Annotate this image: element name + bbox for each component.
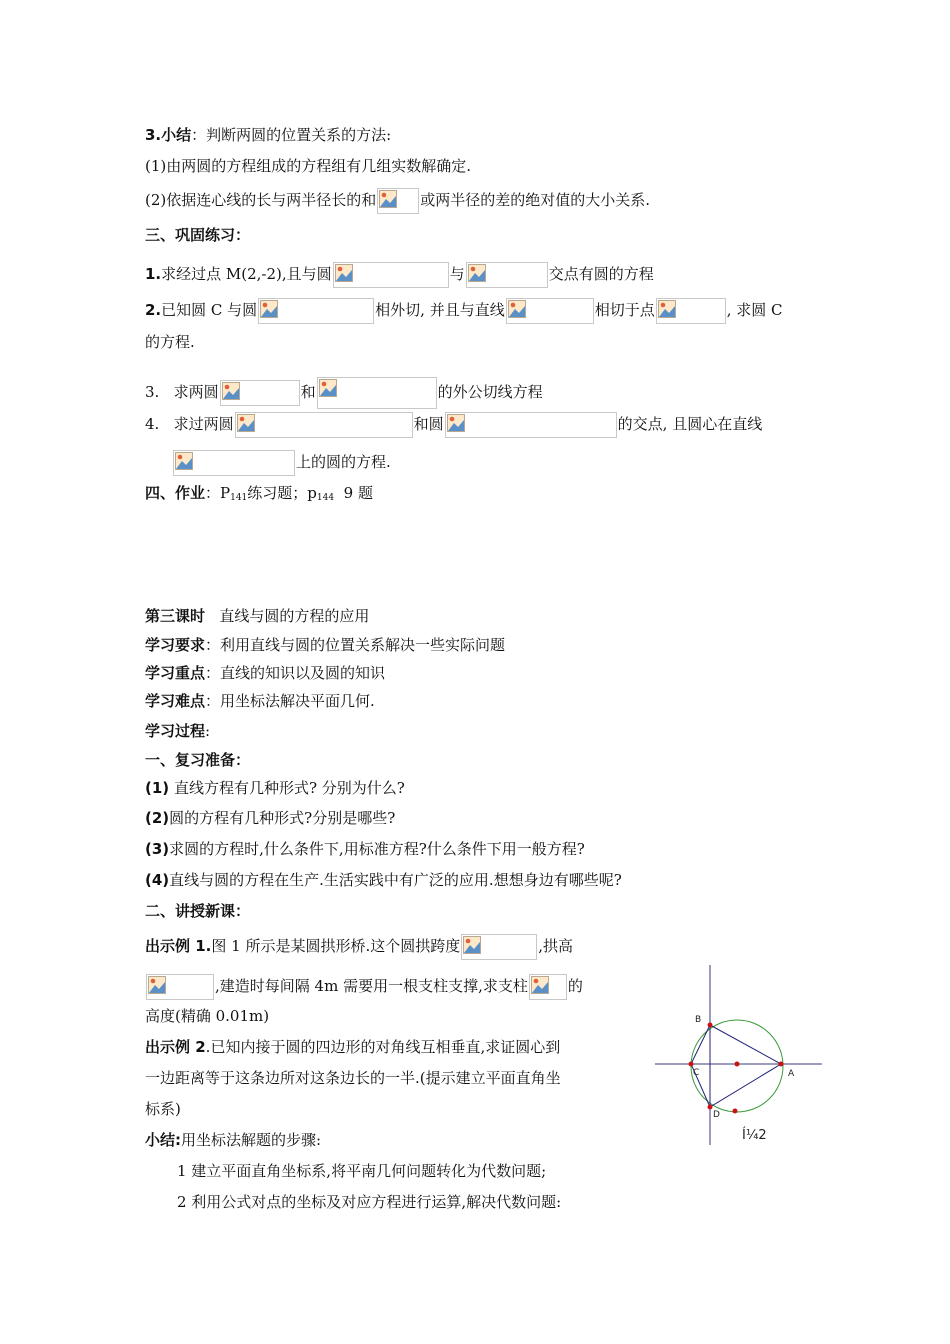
practice-heading: 三、巩固练习： bbox=[145, 226, 251, 244]
image-placeholder-icon bbox=[148, 976, 166, 994]
summary-line-3: (2)依据连心线的长与两半径长的和 或两半径的差的绝对值的大小关系. bbox=[145, 188, 650, 214]
formula-image bbox=[146, 974, 214, 1000]
example-1-line-3: 高度(精确 0.01m) bbox=[145, 1007, 270, 1025]
image-placeholder-icon bbox=[335, 264, 353, 282]
label-C: C bbox=[693, 1068, 700, 1078]
point-center bbox=[735, 1062, 740, 1067]
summary-steps: 小结:用坐标法解题的步骤: bbox=[145, 1131, 322, 1149]
practice-q2: 2.已知圆 C 与圆 相外切, 并且与直线 相切于点 , 求圆 C bbox=[145, 298, 783, 324]
summary-line-2: (1)由两圆的方程组成的方程组有几组实数解确定. bbox=[145, 157, 472, 175]
image-placeholder-icon bbox=[222, 382, 240, 400]
point-D bbox=[708, 1105, 713, 1110]
practice-q4: 4. 求过两圆 和圆 的交点, 且圆心在直线 bbox=[145, 412, 762, 438]
label-D: D bbox=[713, 1110, 720, 1120]
review-item-4: (4)直线与圆的方程在生产.生活实践中有广泛的应用.想想身边有哪些呢? bbox=[145, 871, 622, 889]
formula-image bbox=[529, 974, 567, 1000]
formula-image bbox=[235, 412, 413, 438]
point-B bbox=[708, 1023, 713, 1028]
learning-process: 学习过程: bbox=[145, 722, 211, 740]
formula-image bbox=[173, 450, 295, 476]
formula-image bbox=[220, 380, 300, 406]
practice-q3: 3. 求两圆 和 的外公切线方程 bbox=[145, 377, 543, 409]
image-placeholder-icon bbox=[175, 452, 193, 470]
image-placeholder-icon bbox=[237, 414, 255, 432]
summary-line-1: 3.小结：判断两圆的位置关系的方法: bbox=[145, 126, 392, 144]
practice-q2-cont: 的方程. bbox=[145, 333, 195, 351]
practice-q4-cont: 上的圆的方程. bbox=[172, 450, 391, 476]
image-placeholder-icon bbox=[319, 379, 337, 397]
learning-key-point: 学习重点：直线的知识以及圆的知识 bbox=[145, 664, 386, 682]
point-C bbox=[689, 1062, 694, 1067]
formula-image bbox=[466, 262, 548, 288]
formula-image bbox=[258, 298, 374, 324]
image-placeholder-icon bbox=[658, 300, 676, 318]
practice-q1: 1.求经过点 M(2,-2),且与圆 与 交点有圆的方程 bbox=[145, 262, 654, 288]
example-1-line-2: ,建造时每间隔 4m 需要用一根支柱支撑,求支柱 的 bbox=[145, 974, 583, 1000]
label-A: A bbox=[788, 1069, 795, 1079]
point-A bbox=[779, 1062, 784, 1067]
new-lesson-heading: 二、讲授新课： bbox=[145, 902, 251, 920]
image-placeholder-icon bbox=[463, 936, 481, 954]
review-item-3: (3)求圆的方程时,什么条件下,用标准方程?什么条件下用一般方程? bbox=[145, 840, 585, 858]
image-placeholder-icon bbox=[379, 190, 397, 208]
lesson-title: 第三课时 直线与圆的方程的应用 bbox=[145, 607, 370, 625]
formula-image bbox=[506, 298, 594, 324]
formula-image bbox=[445, 412, 617, 438]
learning-requirement: 学习要求：利用直线与圆的位置关系解决一些实际问题 bbox=[145, 636, 506, 654]
point-extra bbox=[733, 1109, 738, 1114]
step-2: 2 利用公式对点的坐标及对应方程进行运算,解决代数问题: bbox=[177, 1193, 562, 1211]
formula-image bbox=[333, 262, 449, 288]
image-placeholder-icon bbox=[508, 300, 526, 318]
review-item-2: (2)圆的方程有几种形式?分别是哪些? bbox=[145, 809, 396, 827]
image-placeholder-icon bbox=[260, 300, 278, 318]
formula-image bbox=[377, 188, 419, 214]
image-placeholder-icon bbox=[468, 264, 486, 282]
formula-image bbox=[317, 377, 437, 409]
formula-image bbox=[656, 298, 726, 324]
example-2-line-3: 标系) bbox=[145, 1100, 181, 1118]
image-placeholder-icon bbox=[447, 414, 465, 432]
review-heading: 一、复习准备： bbox=[145, 751, 251, 769]
figure-caption: Í¼2 bbox=[742, 1128, 767, 1143]
step-1: 1 建立平面直角坐标系,将平南几何问题转化为代数问题; bbox=[177, 1162, 547, 1180]
formula-image bbox=[461, 934, 537, 960]
label-B: B bbox=[695, 1015, 702, 1025]
circle-quadrilateral-figure bbox=[650, 960, 825, 1145]
image-placeholder-icon bbox=[531, 976, 549, 994]
review-item-1: (1) 直线方程有几种形式? 分别为什么? bbox=[145, 779, 405, 797]
example-2-line-1: 出示例 2.已知内接于圆的四边形的对角线互相垂直,求证圆心到 bbox=[145, 1038, 561, 1056]
learning-difficulty: 学习难点：用坐标法解决平面几何. bbox=[145, 692, 375, 710]
example-2-line-2: 一边距离等于这条边所对这条边长的一半.(提示建立平面直角坐 bbox=[145, 1069, 561, 1087]
homework-line: 四、作业：$P_{141}$练习题；$p_{144}$ 9 题 bbox=[145, 484, 373, 503]
example-1-line-1: 出示例 1.图 1 所示是某圆拱形桥.这个圆拱跨度 ,拱高 bbox=[145, 934, 573, 960]
